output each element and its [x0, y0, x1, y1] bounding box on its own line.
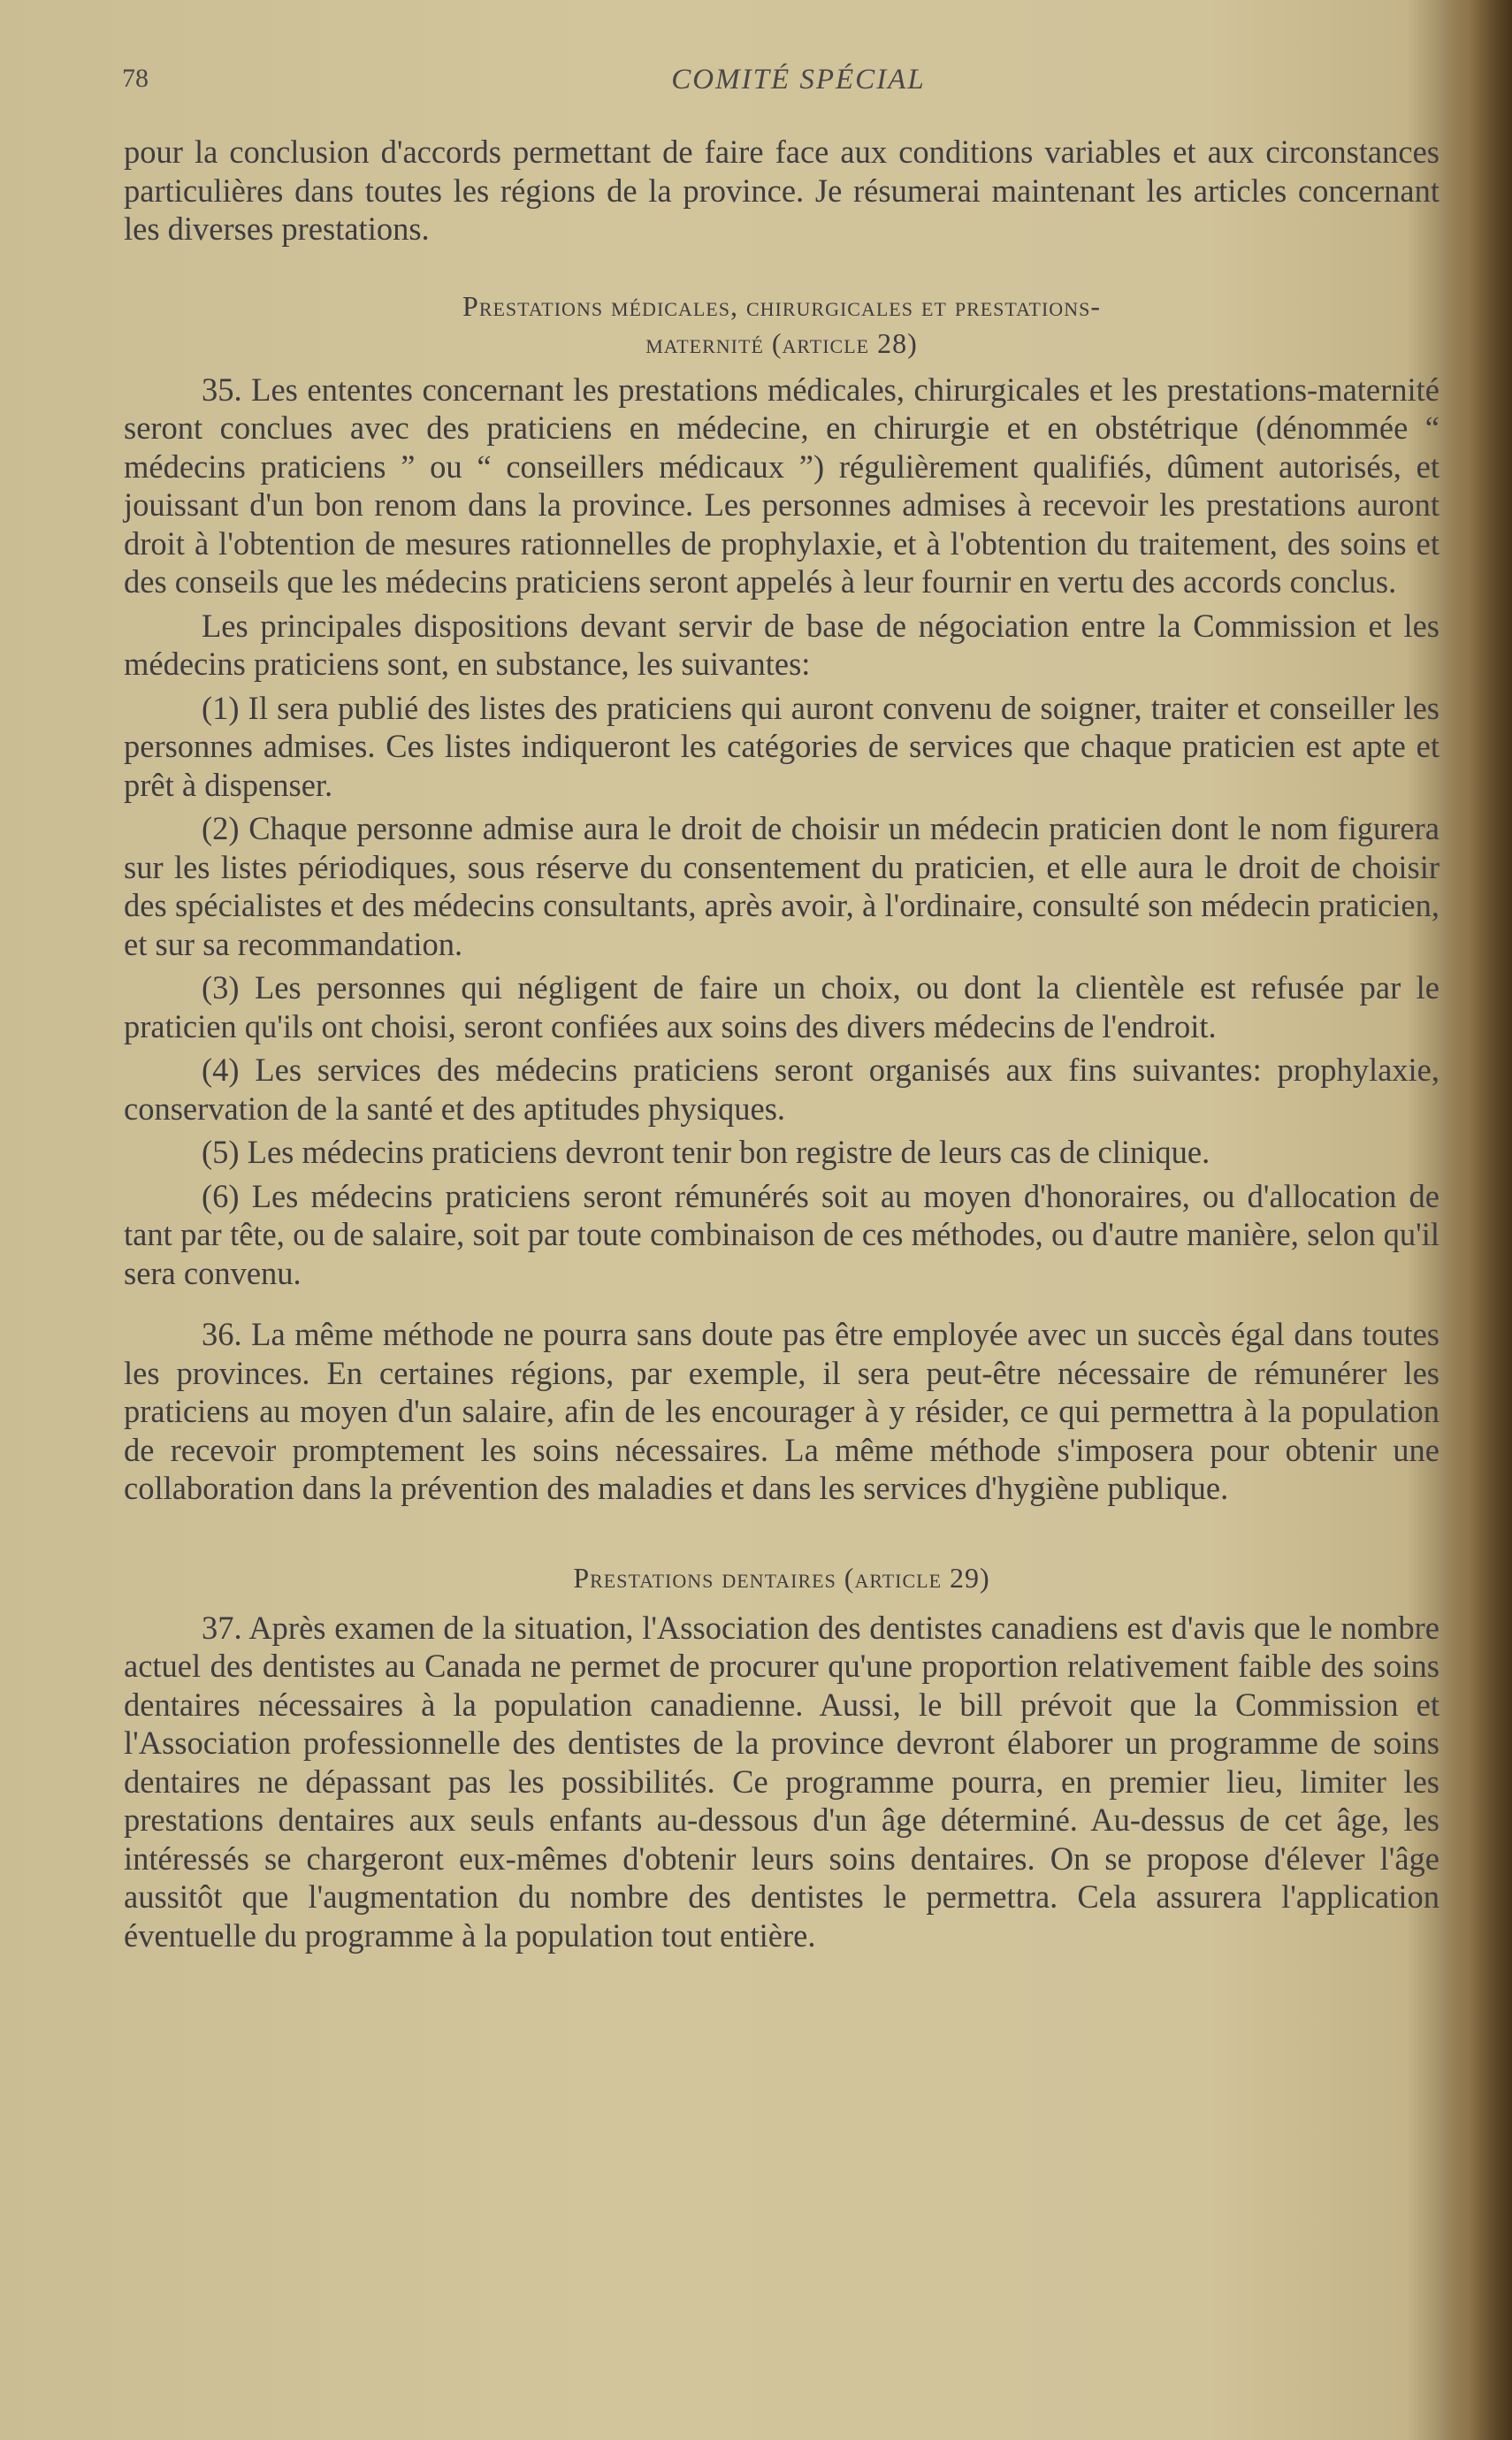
list-item-2: (2) Chaque personne admise aura le droit de choisir un médecin praticien dont le nom figurera sur les listes périodiques, sous réserve du consentement du praticien, et elle aura le droit de choisir des spécialistes et des médecins consultants, après avoir, à l'ordinaire, consulté son médecin praticien, et sur sa recommandation.: [124, 810, 1439, 962]
section-heading-medical: [124, 287, 1439, 362]
paragraph-36: 36. La même méthode ne pourra sans doute pas être employée avec un succès égal dans toutes les provinces. En certaines régions, par exemple, il sera peut-être nécessaire de rémunérer les praticiens au moyen d'un salaire, afin de les encourager à y résider, ce qui permettra à la population de recevoir promptement les soins nécessaires. La même méthode s'imposera pour obtenir une collaboration dans la prévention des maladies et dans les services d'hygiène publique.: [124, 1316, 1439, 1506]
page-number: 78: [122, 64, 149, 93]
list-item-3: (3) Les personnes qui négligent de faire un choix, ou dont la clientèle est refusée par le praticien qu'ils ont choisi, seront confiées aux soins des divers médecins de l'endroit.: [124, 969, 1439, 1044]
paragraph-35: 35. Les ententes concernant les prestations médicales, chirurgicales et les prestations-maternité seront conclues avec des praticiens en médecine, en chirurgie et en obstétrique (dénommée “ médecins praticiens ” ou “ conseillers médicaux ”) régulièrement qualifiés, dûment autorisés, et jouissant d'un bon renom dans la province. Les personnes admises à recevoir les prestations auront droit à l'obtention de mesures rationnelles de prophylaxie, et à l'obtention du traitement, des soins et des conseils que les médecins praticiens seront appelés à leur fournir en vertu des accords conclus.: [124, 371, 1439, 600]
list-item-4: (4) Les services des médecins praticiens seront organisés aux fins suivantes: prophylaxie, conservation de la santé et des aptitudes physiques.: [124, 1052, 1439, 1127]
paragraph-37: 37. Après examen de la situation, l'Association des dentistes canadiens est d'avis que le nombre actuel des dentistes au Canada ne permet de procurer qu'une proportion relativement faible des soins dentaires nécessaires à la population canadienne. Aussi, le bill prévoit que la Commission et l'Association professionnelle des dentistes de la province devront élaborer un programme de soins dentaires ne dépassant pas les possibilités. Ce programme pourra, en premier lieu, limiter les prestations dentaires aux seuls enfants au-dessous d'un âge déterminé. Au-dessus de cet âge, les intéressés se chargeront eux-mêmes d'obtenir leurs soins dentaires. On se propose d'élever l'âge aussitôt que l'augmentation du nombre des dentistes le permettra. Cela assurera l'application éventuelle du programme à la population tout entière.: [124, 1609, 1439, 1954]
intro-paragraph: pour la conclusion d'accords permettant de faire face aux conditions variables et aux circonstances particulières dans toutes les régions de la province. Je résumerai maintenant les articles concernant les diverses prestations.: [124, 134, 1439, 247]
list-item-1: (1) Il sera publié des listes des praticiens qui auront convenu de soigner, traiter et conseiller les personnes admises. Ces listes indiqueront les catégories de services que chaque praticien est apte et prêt à dispenser.: [124, 689, 1439, 803]
running-title: COMITÉ SPÉCIAL: [671, 64, 926, 96]
paragraph-principal-provisions: Les principales dispositions devant servir de base de négociation entre la Commission et les médecins praticiens sont, en substance, les suivantes:: [124, 607, 1439, 682]
section-heading-medical-line2: maternité (article 28): [645, 326, 918, 359]
list-item-6: (6) Les médecins praticiens seront rémunérés soit au moyen d'honoraires, ou d'allocation de tant par tête, ou de salaire, soit par toute combinaison de ces méthodes, ou d'autre manière, selon qu'il sera convenu.: [124, 1177, 1439, 1291]
list-item-5: (5) Les médecins praticiens devront tenir bon registre de leurs cas de clinique.: [202, 1134, 1210, 1170]
page-binding-shadow: [1441, 0, 1512, 2440]
page-body: [124, 133, 1439, 1954]
page-header: [122, 64, 1439, 99]
section-heading-dental: Prestations dentaires (article 29): [573, 1561, 990, 1594]
section-heading-medical-line1: Prestations médicales, chirurgicales et prestations-: [462, 289, 1101, 322]
